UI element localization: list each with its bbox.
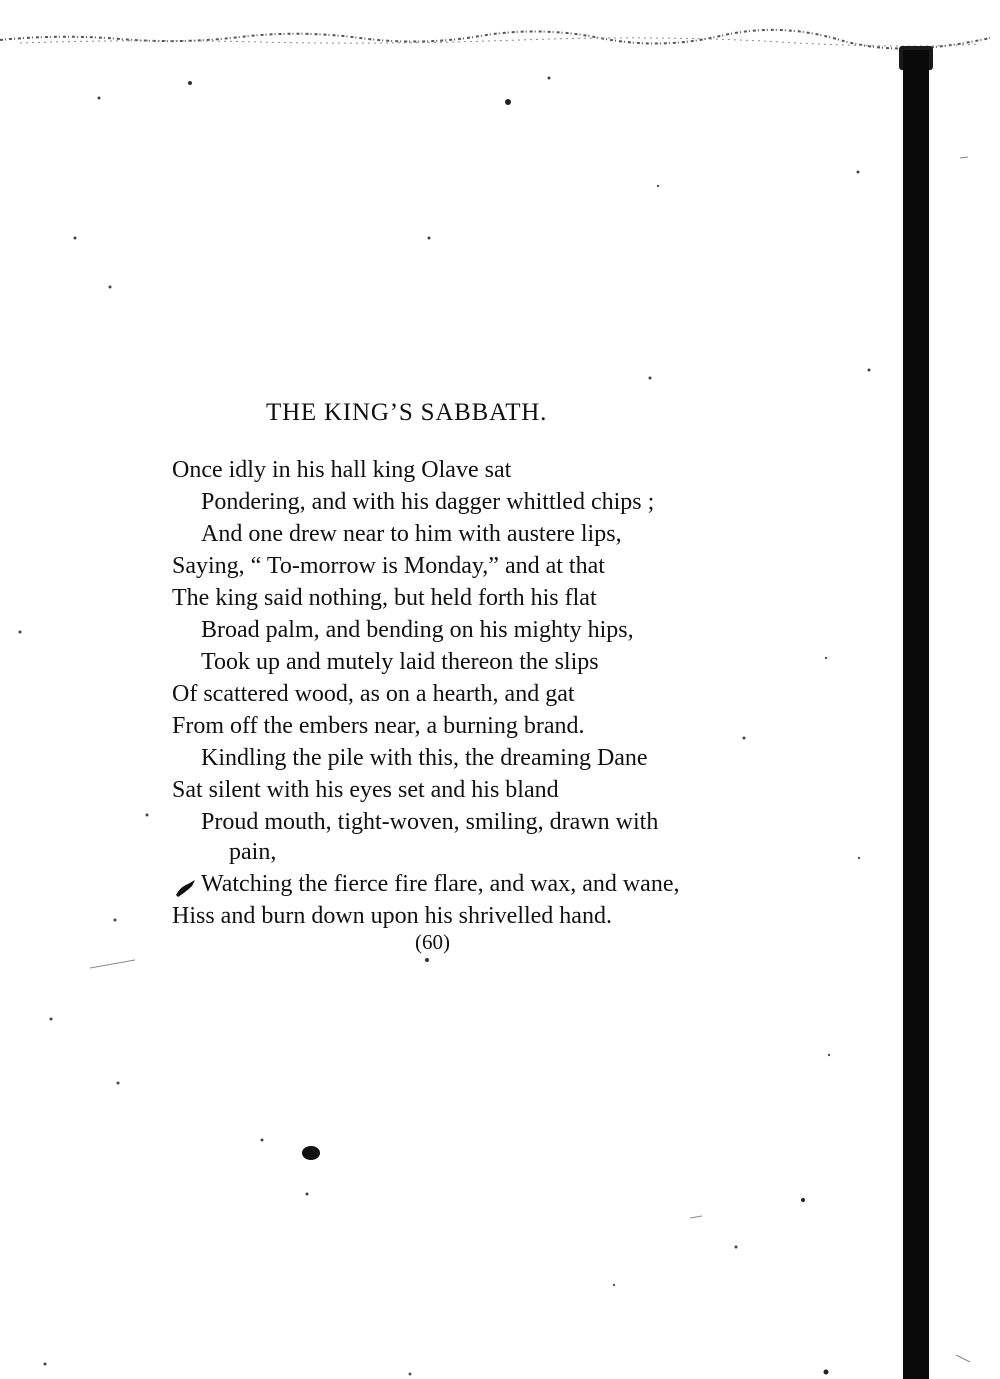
poem-line: Took up and mutely laid thereon the slips xyxy=(201,649,599,675)
poem-line: And one drew near to him with austere lips, xyxy=(201,521,622,547)
poem-line: pain, xyxy=(229,839,277,865)
poem-line: Pondering, and with his dagger whittled chips ; xyxy=(201,489,655,515)
poem-line: Saying, “ To-morrow is Monday,” and at that xyxy=(172,553,605,579)
poem-line: Watching the fierce fire flare, and wax, and wane, xyxy=(201,871,680,897)
poem-line: Sat silent with his eyes set and his bland xyxy=(172,777,559,803)
poem-title: THE KING’S SABBATH. xyxy=(266,399,548,426)
binding-gutter-shadow xyxy=(903,50,929,1379)
poem-line: The king said nothing, but held forth his flat xyxy=(172,585,597,611)
poem-line: Broad palm, and bending on his mighty hips, xyxy=(201,617,634,643)
poem-body xyxy=(172,454,732,932)
poem-line: From off the embers near, a burning brand. xyxy=(172,713,585,739)
page-number: (60) xyxy=(415,930,450,954)
poem-line: Hiss and burn down upon his shrivelled hand. xyxy=(172,903,612,929)
poem-line: Proud mouth, tight-woven, smiling, drawn with xyxy=(201,809,659,835)
poem-line: Of scattered wood, as on a hearth, and gat xyxy=(172,681,575,707)
poem-line: Once idly in his hall king Olave sat xyxy=(172,457,512,483)
page-top-edge-speckle xyxy=(0,26,990,60)
poem-line: Kindling the pile with this, the dreaming Dane xyxy=(201,745,648,771)
